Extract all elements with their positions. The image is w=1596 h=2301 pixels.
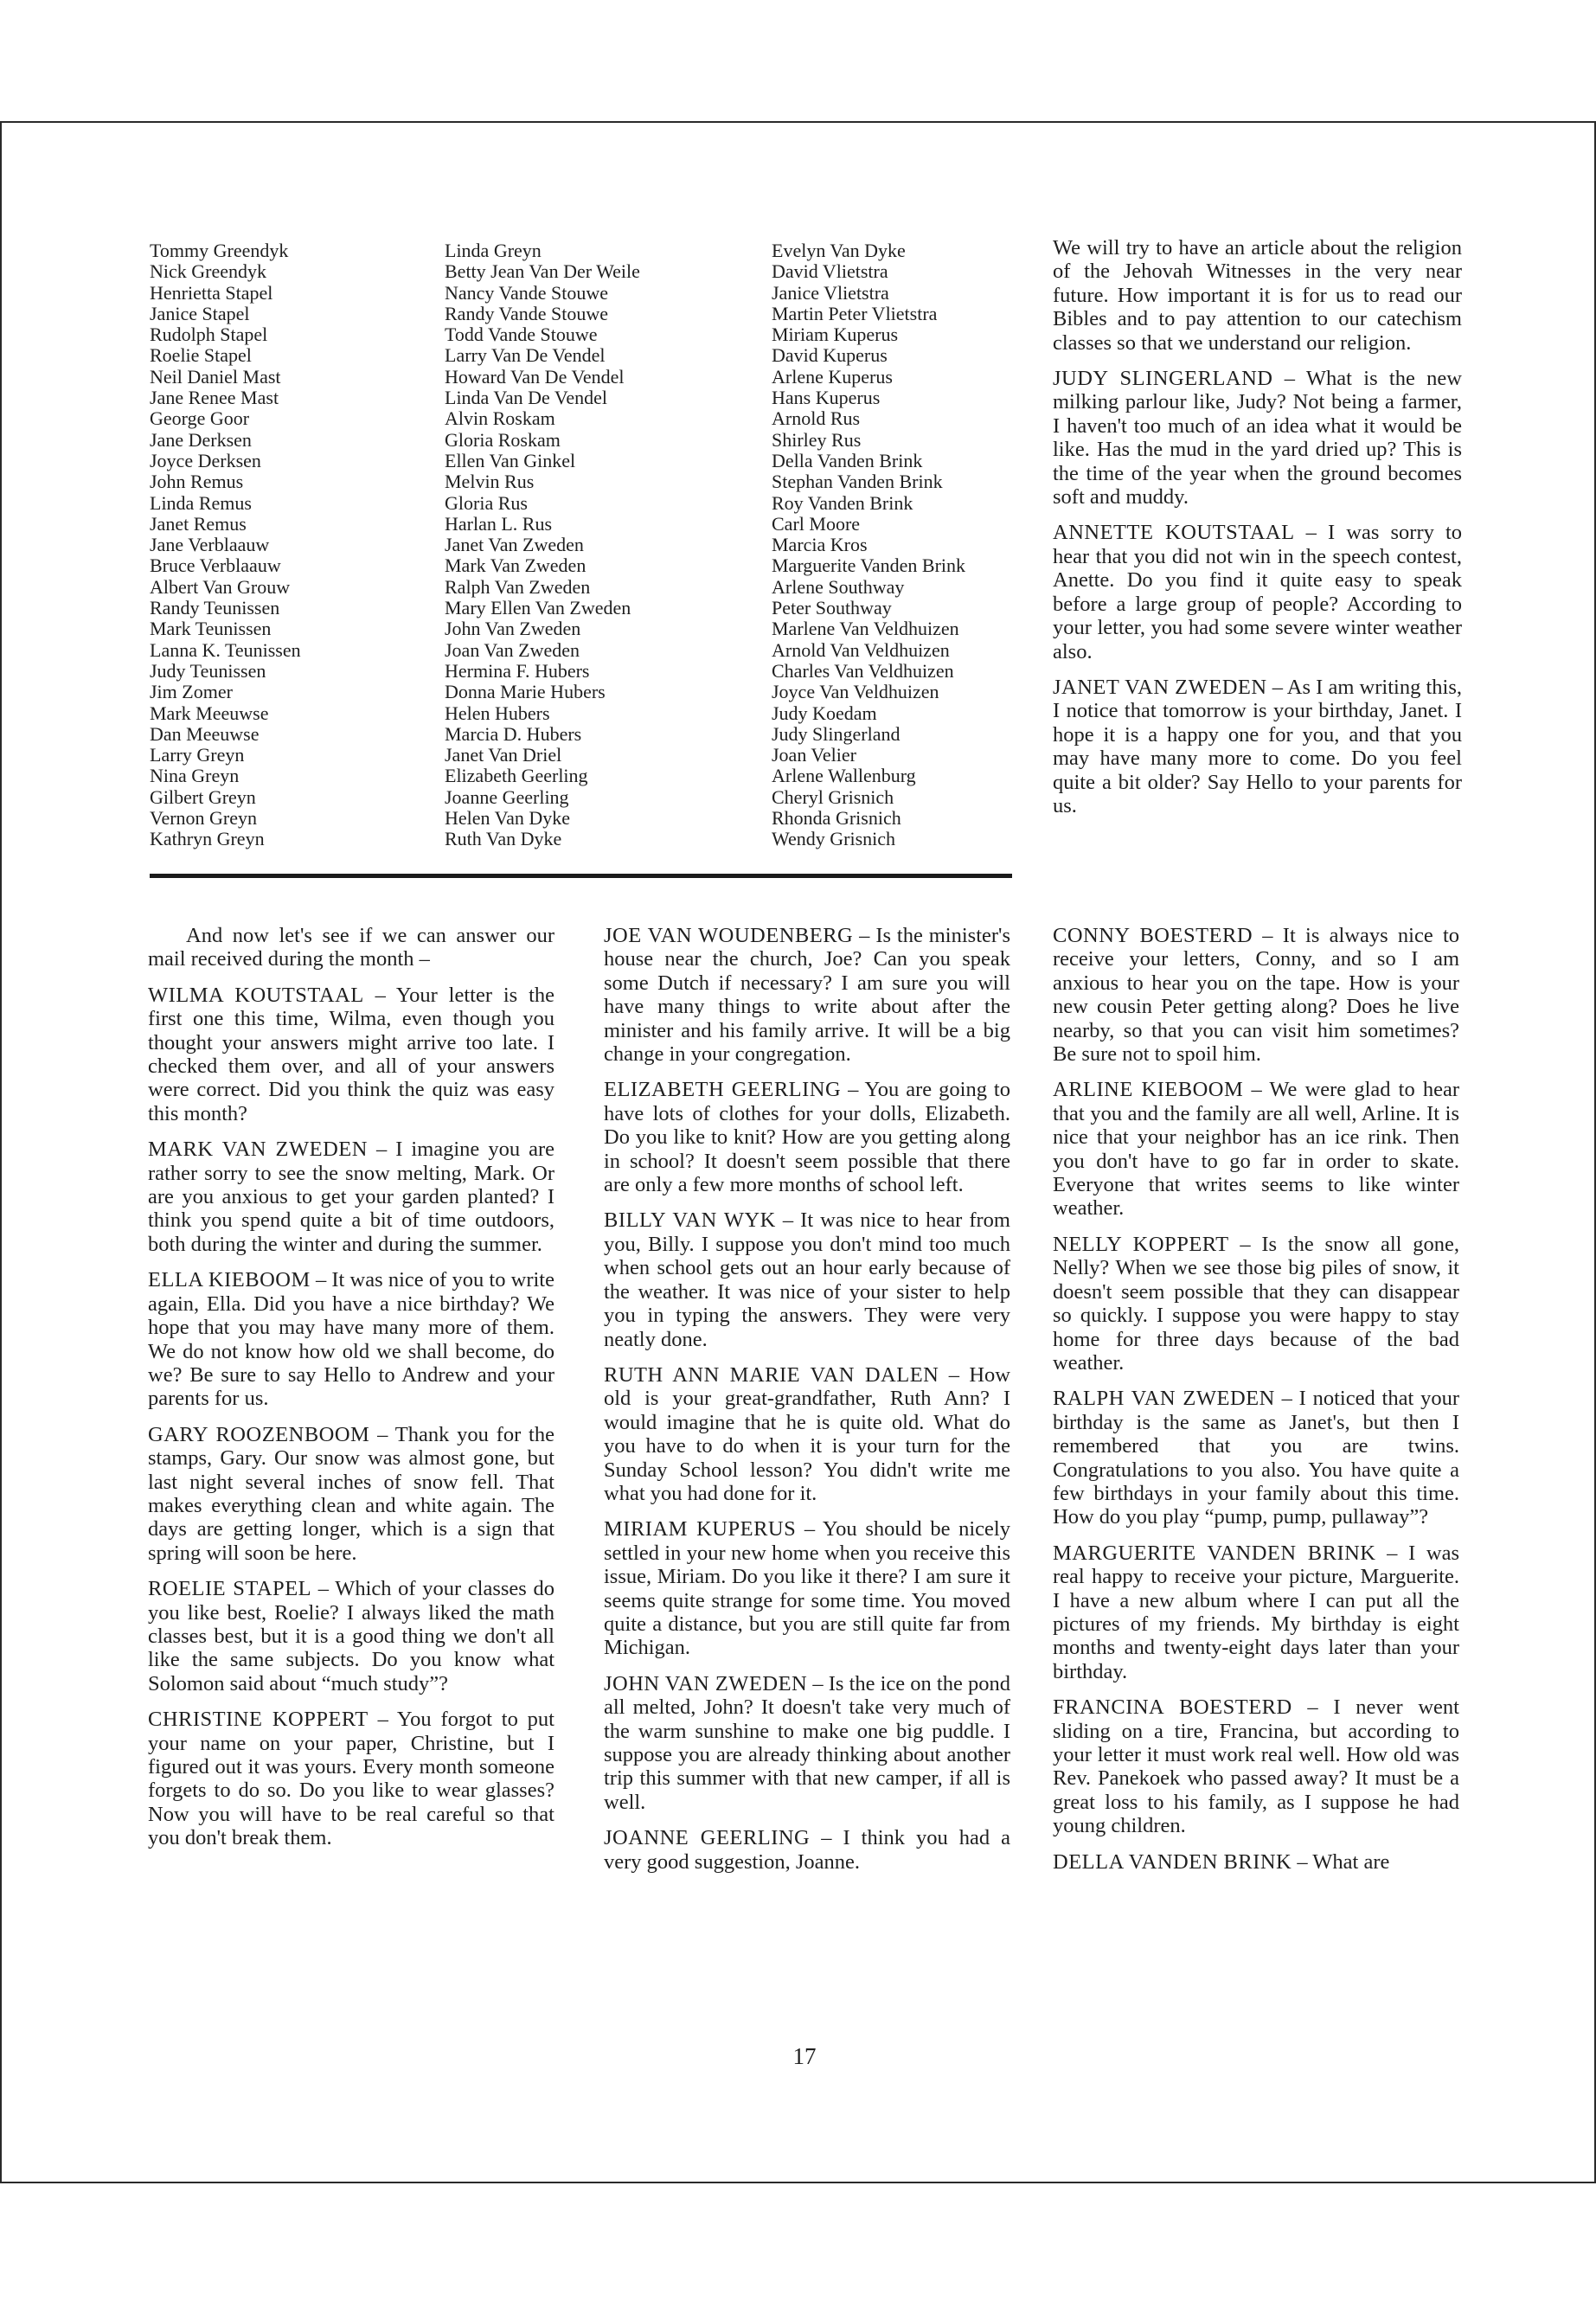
name-list-item: Arlene Southway: [772, 575, 905, 598]
name-list-item: Ruth Van Dyke: [445, 828, 562, 850]
reply-text: – We were glad to hear that you and the family are all well, Arline. It is nice that your neighbor has an ice rink. Then you don't have to go far in order to skate. Everyone that writes seems to like winter weather.: [1053, 1078, 1459, 1221]
correspondent-name: MARGUERITE VANDEN BRINK: [1053, 1541, 1376, 1565]
name-list-item: Cheryl Grisnich: [772, 785, 894, 808]
name-list-item: Shirley Rus: [772, 428, 862, 451]
reply-text: – It is always nice to receive your letters, Conny, and so I am anxious to hear you on the tape. How is your new cousin Peter getting along? Does he live nearby, so that you can visit him sometimes? Be sure not to spoil him.: [1053, 924, 1459, 1067]
correspondent-name: DELLA VANDEN BRINK: [1053, 1849, 1292, 1874]
letters-column-1: [148, 924, 554, 1862]
name-list-item: Tommy Greendyk: [150, 240, 289, 261]
letter-reply: [148, 1577, 554, 1695]
page-border-left: [0, 121, 2, 2183]
correspondent-name: RALPH VAN ZWEDEN: [1053, 1387, 1275, 1411]
name-list-item: Arnold Van Veldhuizen: [772, 638, 950, 661]
reply-text: – Is the snow all gone, Nelly? When we see those big piles of snow, it doesn't seem possible that they can disappear so quickly. I suppose you were happy to stay home for three days because of the bad weather.: [1053, 1232, 1459, 1375]
letter-reply: [1053, 1078, 1459, 1220]
reply-text: – You are going to have lots of clothes for your dolls, Elizabeth. Do you like to knit? How are you getting along in school? It doesn't seem possible that there are only a few more months of school left.: [604, 1078, 1010, 1197]
name-list-item: Mark Van Zweden: [445, 554, 586, 577]
letters-top-right: [1053, 367, 1462, 817]
name-list-item: John Van Zweden: [445, 618, 581, 640]
name-list-item: Marcia Kros: [772, 534, 868, 556]
letter-reply: [604, 1517, 1010, 1659]
name-list-item: Gloria Roskam: [445, 428, 561, 451]
correspondent-name: NELLY KOPPERT: [1053, 1232, 1229, 1256]
name-list-item: Ralph Van Zweden: [445, 575, 591, 598]
letter-reply: [604, 1363, 1010, 1505]
name-list-item: Roy Vanden Brink: [772, 491, 913, 514]
letter-reply: [148, 984, 554, 1125]
section-divider: [150, 874, 1012, 878]
letter-reply: [1053, 1387, 1459, 1529]
reply-text: – You forgot to put your name on your paper, Christine, but I figured out it was yours. Every month someone forgets to do so. Do you like to wear glasses? Now you will have to be real careful so that you don't break them.: [148, 1708, 554, 1850]
name-list-item: Arlene Wallenburg: [772, 765, 916, 787]
reply-text: – I imagine you are rather sorry to see the snow melting, Mark. Or are you anxious to get your garden planted? I think you spend quite a bit of time outdoors, both during the winter and during the summer.: [148, 1138, 554, 1256]
correspondent-name: JOANNE GEERLING: [604, 1826, 811, 1850]
name-list-item: Miriam Kuperus: [772, 324, 899, 346]
name-list-column-3: [772, 240, 1048, 850]
name-list-item: Evelyn Van Dyke: [772, 240, 906, 261]
name-list-item: George Goor: [150, 407, 250, 430]
letter-reply: [604, 1208, 1010, 1350]
reply-text: – I never went sliding on a tire, Francina, but according to your letter it must work real well. How old was Rev. Panekoek who passed away? It must be a great loss to his family, as I suppose he had young children.: [1053, 1695, 1459, 1838]
name-list-item: Gilbert Greyn: [150, 785, 256, 808]
name-list-item: Lanna K. Teunissen: [150, 638, 301, 661]
correspondent-name: CHRISTINE KOPPERT: [148, 1708, 369, 1732]
name-list-item: Helen Van Dyke: [445, 807, 570, 830]
correspondent-name: ROELIE STAPEL: [148, 1577, 312, 1601]
reply-text: – It was nice to hear from you, Billy. I suppose you don't mind too much when school gets out an hour early because of the weather. It was nice of your sister to help you in typing the answers. They were very neatly done.: [604, 1208, 1010, 1351]
letter-reply: [1053, 1541, 1459, 1683]
correspondent-name: JANET VAN ZWEDEN: [1053, 675, 1267, 699]
name-list-item: Martin Peter Vlietstra: [772, 302, 938, 324]
name-list-item: Gloria Rus: [445, 491, 528, 514]
name-list-item: Howard Van De Vendel: [445, 365, 625, 388]
reply-text: – How old is your great-grandfather, Ruth Ann? I would imagine that he is quite old. What do you have to do when it is your turn for the Sunday School lesson? You didn't write me what you had done for it.: [604, 1362, 1010, 1505]
name-list-item: Bruce Verblaauw: [150, 554, 281, 577]
page-number: 17: [792, 2043, 817, 2069]
correspondent-name: MARK VAN ZWEDEN: [148, 1138, 368, 1162]
correspondent-name: FRANCINA BOESTERD: [1053, 1695, 1292, 1720]
letters-col-2: [604, 924, 1010, 1874]
name-list-item: Harlan L. Rus: [445, 512, 553, 535]
name-list-item: Carl Moore: [772, 512, 861, 535]
letter-reply: [148, 1268, 554, 1410]
name-list-item: Roelie Stapel: [150, 344, 252, 367]
name-list-item: Helen Hubers: [445, 702, 550, 724]
reply-text: – Which of your classes do you like best, Roelie? I always liked the math classes best, but it is a good thing we don't all like the same subjects. Do you know what Solomon said about “much study”?: [148, 1577, 554, 1695]
name-list-item: Linda Van De Vendel: [445, 387, 607, 409]
letter-reply: [148, 1708, 554, 1849]
correspondent-name: ANNETTE KOUTSTAAL: [1053, 521, 1295, 545]
name-list-item: Vernon Greyn: [150, 807, 258, 830]
correspondent-name: ARLINE KIEBOOM: [1053, 1078, 1244, 1102]
letter-reply: [148, 1423, 554, 1565]
letters-column-3: [1053, 924, 1459, 1886]
name-list-item: Janet Van Zweden: [445, 534, 584, 556]
letter-reply: [1053, 1233, 1459, 1375]
name-list-item: Mark Meeuwse: [150, 702, 269, 724]
reply-text: – Your letter is the first one this time, Wilma, even though you thought your answers might arrive too late. I checked them over, and all of your answers were correct. Did you think the quiz was easy this month?: [148, 983, 554, 1125]
page-border-bottom: [0, 2182, 1596, 2183]
name-list-item: Joan Van Zweden: [445, 638, 580, 661]
name-list-item: Judy Slingerland: [772, 722, 901, 745]
name-list-item: Randy Teunissen: [150, 597, 280, 619]
name-list-item: Janice Stapel: [150, 302, 250, 324]
letter-reply: [1053, 924, 1459, 1066]
name-list-item: Elizabeth Geerling: [445, 765, 588, 787]
name-list-item: Alvin Roskam: [445, 407, 555, 430]
name-list-item: Della Vanden Brink: [772, 449, 923, 471]
name-list-item: Donna Marie Hubers: [445, 681, 606, 703]
letters-col-1: [148, 984, 554, 1850]
name-list-item: Mark Teunissen: [150, 618, 272, 640]
name-list-item: David Vlietstra: [772, 260, 888, 283]
name-list-item: Jane Derksen: [150, 428, 252, 451]
letter-reply: [1053, 1850, 1459, 1874]
name-list-item: Peter Southway: [772, 597, 892, 619]
name-list-item: Linda Greyn: [445, 240, 542, 261]
name-list-item: Marcia D. Hubers: [445, 722, 582, 745]
correspondent-name: JOE VAN WOUDENBERG: [604, 924, 854, 947]
name-list-item: Larry Van De Vendel: [445, 344, 606, 367]
name-list-item: Randy Vande Stouwe: [445, 302, 609, 324]
name-list-item: Betty Jean Van Der Weile: [445, 260, 640, 283]
letter-reply: [1053, 676, 1462, 817]
correspondent-name: ELIZABETH GEERLING: [604, 1078, 842, 1102]
name-list-item: Nancy Vande Stouwe: [445, 281, 608, 304]
name-list-item: Charles Van Veldhuizen: [772, 659, 954, 682]
letter-reply: [1053, 367, 1462, 509]
page-border-top: [0, 121, 1596, 123]
letter-reply: [604, 1826, 1010, 1874]
correspondent-name: BILLY VAN WYK: [604, 1208, 776, 1233]
reply-text: – What are: [1292, 1849, 1390, 1874]
name-list-item: David Kuperus: [772, 344, 888, 367]
name-list-item: Stephan Vanden Brink: [772, 471, 943, 493]
letters-column-2: [604, 924, 1010, 1886]
name-list-item: Arnold Rus: [772, 407, 861, 430]
correspondent-name: RUTH ANN MARIE VAN DALEN: [604, 1362, 939, 1387]
name-list-item: Janet Van Driel: [445, 744, 562, 766]
reply-text: – What is the new milking parlour like, Judy? Not being a farmer, I haven't too much of an idea what it would be like. Has the mud in the yard dried up? This is the time of the year when the ground becomes soft and muddy.: [1053, 367, 1462, 510]
name-list-item: Rhonda Grisnich: [772, 807, 901, 830]
correspondent-name: WILMA KOUTSTAAL: [148, 983, 364, 1007]
jehovah-witness-note: We will try to have an article about the religion of the Jehovah Witnesses in the very near future. How important it is for us to read our Bibles and to pay attention to our catechism classes so that we understand our religion.: [1053, 236, 1462, 355]
name-list-item: Jim Zomer: [150, 681, 233, 703]
name-list-item: Hans Kuperus: [772, 387, 881, 409]
name-list-item: Todd Vande Stouwe: [445, 324, 598, 346]
name-list-item: Larry Greyn: [150, 744, 245, 766]
correspondent-name: JOHN VAN ZWEDEN: [604, 1671, 808, 1695]
name-list-item: Wendy Grisnich: [772, 828, 896, 850]
reply-text: – Is the ice on the pond all melted, John? It doesn't take very much of the warm sunshine to make one big puddle. I suppose you are already thinking about another trip this summer with that new camper, if all is well.: [604, 1671, 1010, 1814]
reply-text: – I was real happy to receive your picture, Marguerite. I have a new album where I can put all the pictures of my friends. My birthday is eight months and twenty-eight days later than your birthday.: [1053, 1541, 1459, 1683]
correspondent-name: JUDY SLINGERLAND: [1053, 367, 1273, 391]
name-list-item: Neil Daniel Mast: [150, 365, 281, 388]
name-list-item: Rudolph Stapel: [150, 324, 268, 346]
name-list-item: Marguerite Vanden Brink: [772, 554, 966, 577]
reply-text: – As I am writing this, I notice that tomorrow is your birthday, Janet. I hope it is a happy one for you, and that you may have many more to come. Do you feel quite a bit older? Say Hello to your parents for us.: [1053, 675, 1462, 817]
reply-text: – Thank you for the stamps, Gary. Our snow was almost gone, but last night several inches of snow fell. That makes everything clean and white again. The days are getting longer, which is a sign that spring will soon be here.: [148, 1422, 554, 1565]
correspondent-name: CONNY BOESTERD: [1053, 924, 1253, 947]
name-list-item: Nick Greendyk: [150, 260, 267, 283]
letter-reply: [604, 924, 1010, 1066]
name-list-item: Janice Vlietstra: [772, 281, 889, 304]
name-list-item: Hermina F. Hubers: [445, 659, 590, 682]
name-list-item: Joyce Derksen: [150, 449, 261, 471]
name-list-item: Arlene Kuperus: [772, 365, 893, 388]
name-list-item: Janet Remus: [150, 512, 247, 535]
name-list-item: Jane Renee Mast: [150, 387, 279, 409]
name-list-item: Kathryn Greyn: [150, 828, 265, 850]
letter-reply: [148, 1138, 554, 1256]
name-list-item: Marlene Van Veldhuizen: [772, 618, 959, 640]
name-list-item: Jane Verblaauw: [150, 534, 270, 556]
name-list-item: Judy Teunissen: [150, 659, 266, 682]
name-list-item: Joanne Geerling: [445, 785, 569, 808]
reply-text: – It was nice of you to write again, Ella. Did you have a nice birthday? We hope that you may have many more of them. We do not know how old we shall become, do we? Be sure to say Hello to Andrew and your parents for us.: [148, 1268, 554, 1411]
name-list-item: Joan Velier: [772, 744, 856, 766]
name-list-item: Joyce Van Veldhuizen: [772, 681, 939, 703]
name-list-item: Ellen Van Ginkel: [445, 449, 576, 471]
reply-text: – I was sorry to hear that you did not win in the speech contest, Anette. Do you find it quite easy to speak before a large group of people? According to your letter, you had some severe winter weather also.: [1053, 521, 1463, 663]
top-right-column: [1053, 236, 1462, 830]
letters-col-3: [1053, 924, 1459, 1874]
correspondent-name: ELLA KIEBOOM: [148, 1268, 311, 1292]
name-list-item: Judy Koedam: [772, 702, 877, 724]
name-list-column-2: [445, 240, 756, 850]
correspondent-name: GARY ROOZENBOOM: [148, 1422, 370, 1446]
name-list-item: Albert Van Grouw: [150, 575, 291, 598]
letter-reply: [1053, 521, 1462, 663]
correspondent-name: MIRIAM KUPERUS: [604, 1517, 797, 1541]
name-list-item: Dan Meeuwse: [150, 722, 260, 745]
reply-text: – Is the minister's house near the church, Joe? Can you speak some Dutch if necessary? I am sure you will have many things to write about after the minister and his family arrive. It will be a big change in your congregation.: [604, 924, 1010, 1067]
letter-reply: [1053, 1695, 1459, 1837]
letter-reply: [604, 1078, 1010, 1196]
name-list-item: Linda Remus: [150, 491, 252, 514]
reply-text: – I noticed that your birthday is the same as Janet's, but then I remembered that you are twins. Congratulations to you also. You have quite a few birthdays in your family about this time. How do you play “pump, pump, pullaway”?: [1053, 1387, 1459, 1529]
name-list-item: Melvin Rus: [445, 471, 535, 493]
mail-intro: And now let's see if we can answer our mail received during the month –: [148, 924, 554, 971]
letter-reply: [604, 1672, 1010, 1814]
name-list-item: Mary Ellen Van Zweden: [445, 597, 631, 619]
name-list-item: Nina Greyn: [150, 765, 240, 787]
name-list-item: John Remus: [150, 471, 244, 493]
reply-text: – You should be nicely settled in your new home when you receive this issue, Miriam. Do you like it there? I am sure it seems quite strange for some time. You moved quite a distance, but you are still quite far from Michigan.: [604, 1517, 1010, 1660]
reply-text: – I think you had a very good suggestion, Joanne.: [604, 1826, 1010, 1874]
name-list-column-1: [150, 240, 426, 850]
name-list-item: Henrietta Stapel: [150, 281, 273, 304]
